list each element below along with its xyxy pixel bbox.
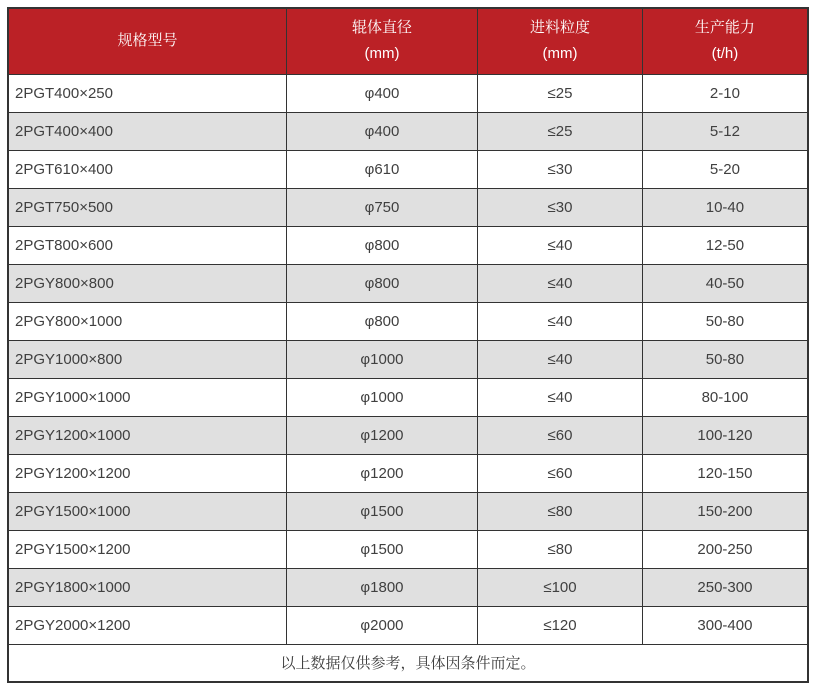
model-cell: 2PGY1200×1200	[8, 454, 286, 492]
table-footer-row	[8, 644, 808, 682]
header-cell-roller-diameter	[286, 8, 477, 74]
feed-size-cell: ≤80	[478, 530, 643, 568]
header-label: 规格型号	[117, 32, 178, 50]
model-cell: 2PGT610×400	[8, 150, 286, 188]
footnote: 以上数据仅供参考，具体因条件而定。	[8, 644, 808, 682]
feed-size-cell: ≤40	[478, 302, 643, 340]
feed-size-cell: ≤120	[478, 606, 643, 644]
table-row	[8, 340, 808, 378]
model-cell: 2PGY1000×800	[8, 340, 286, 378]
model-cell: 2PGT400×250	[8, 74, 286, 112]
model-cell: 2PGY800×1000	[8, 302, 286, 340]
feed-size-cell: ≤60	[478, 454, 643, 492]
table-row	[8, 530, 808, 568]
table-row	[8, 568, 808, 606]
diameter-cell: φ400	[286, 112, 477, 150]
feed-size-cell: ≤40	[478, 340, 643, 378]
table-row	[8, 302, 808, 340]
diameter-cell: φ800	[286, 264, 477, 302]
capacity-cell: 12-50	[642, 226, 808, 264]
header-cell-model	[8, 8, 286, 74]
header-cell-feed-size	[478, 8, 643, 74]
feed-size-cell: ≤25	[478, 74, 643, 112]
feed-size-cell: ≤30	[478, 150, 643, 188]
header-label: 辊体直径	[351, 19, 412, 37]
table-header-row	[8, 8, 808, 74]
diameter-cell: φ750	[286, 188, 477, 226]
model-cell: 2PGT800×600	[8, 226, 286, 264]
model-cell: 2PGY1800×1000	[8, 568, 286, 606]
capacity-cell: 5-20	[642, 150, 808, 188]
diameter-cell: φ1000	[286, 340, 477, 378]
table-row	[8, 112, 808, 150]
model-cell: 2PGY2000×1200	[8, 606, 286, 644]
capacity-cell: 200-250	[642, 530, 808, 568]
spec-table	[7, 7, 809, 683]
table-row	[8, 188, 808, 226]
header-unit: (mm)	[542, 45, 578, 63]
table-row	[8, 226, 808, 264]
capacity-cell: 120-150	[642, 454, 808, 492]
model-cell: 2PGY1500×1200	[8, 530, 286, 568]
feed-size-cell: ≤60	[478, 416, 643, 454]
diameter-cell: φ400	[286, 74, 477, 112]
diameter-cell: φ1500	[286, 530, 477, 568]
table-row	[8, 264, 808, 302]
diameter-cell: φ610	[286, 150, 477, 188]
capacity-cell: 250-300	[642, 568, 808, 606]
capacity-cell: 50-80	[642, 340, 808, 378]
capacity-cell: 40-50	[642, 264, 808, 302]
capacity-cell: 5-12	[642, 112, 808, 150]
model-cell: 2PGY1000×1000	[8, 378, 286, 416]
capacity-cell: 80-100	[642, 378, 808, 416]
table-row	[8, 606, 808, 644]
model-cell: 2PGT750×500	[8, 188, 286, 226]
capacity-cell: 100-120	[642, 416, 808, 454]
capacity-cell: 150-200	[642, 492, 808, 530]
table-row	[8, 454, 808, 492]
table-row	[8, 416, 808, 454]
feed-size-cell: ≤100	[478, 568, 643, 606]
header-unit: (mm)	[364, 45, 400, 63]
capacity-cell: 50-80	[642, 302, 808, 340]
diameter-cell: φ1200	[286, 454, 477, 492]
feed-size-cell: ≤40	[478, 378, 643, 416]
feed-size-cell: ≤80	[478, 492, 643, 530]
header-unit: (t/h)	[711, 45, 739, 63]
diameter-cell: φ800	[286, 302, 477, 340]
header-label: 进料粒度	[529, 19, 590, 37]
table-row	[8, 492, 808, 530]
model-cell: 2PGY800×800	[8, 264, 286, 302]
diameter-cell: φ1200	[286, 416, 477, 454]
capacity-cell: 10-40	[642, 188, 808, 226]
diameter-cell: φ1800	[286, 568, 477, 606]
diameter-cell: φ800	[286, 226, 477, 264]
feed-size-cell: ≤30	[478, 188, 643, 226]
model-cell: 2PGY1500×1000	[8, 492, 286, 530]
table-row	[8, 150, 808, 188]
feed-size-cell: ≤40	[478, 226, 643, 264]
capacity-cell: 300-400	[642, 606, 808, 644]
header-cell-capacity	[642, 8, 808, 74]
table-row	[8, 378, 808, 416]
model-cell: 2PGY1200×1000	[8, 416, 286, 454]
diameter-cell: φ1000	[286, 378, 477, 416]
capacity-cell: 2-10	[642, 74, 808, 112]
model-cell: 2PGT400×400	[8, 112, 286, 150]
feed-size-cell: ≤25	[478, 112, 643, 150]
diameter-cell: φ1500	[286, 492, 477, 530]
table-row	[8, 74, 808, 112]
feed-size-cell: ≤40	[478, 264, 643, 302]
diameter-cell: φ2000	[286, 606, 477, 644]
header-label: 生产能力	[694, 19, 755, 37]
